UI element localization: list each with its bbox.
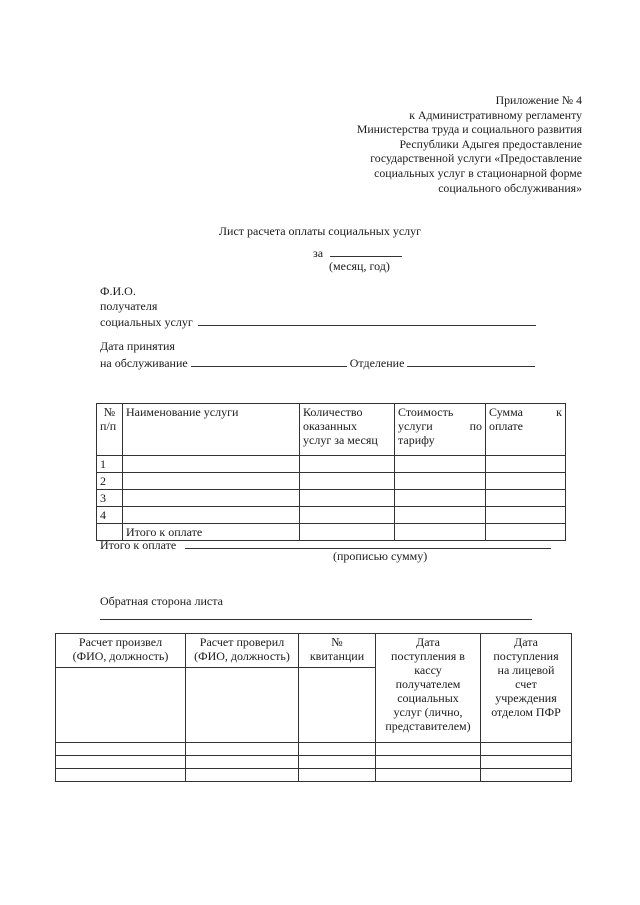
sum-cell[interactable] — [486, 490, 566, 507]
calc-cell[interactable] — [376, 756, 481, 769]
service-name-cell[interactable] — [123, 490, 300, 507]
services-label: социальных услуг — [100, 315, 193, 329]
checked-by-cell[interactable] — [186, 667, 298, 742]
calc-cell[interactable] — [299, 769, 376, 782]
header-cash-date: Дата поступления в кассу получателем социальных услуг (лично, представителем) — [376, 634, 481, 743]
services-table — [96, 403, 566, 541]
calc-cell[interactable] — [186, 756, 299, 769]
calc-cell[interactable] — [481, 756, 572, 769]
cost-cell[interactable] — [395, 456, 486, 473]
back-side-label: Обратная сторона листа — [100, 594, 223, 608]
calc-cell[interactable] — [299, 756, 376, 769]
header-cost: Стоимость услуги по тарифу — [395, 404, 486, 456]
header-account-date: Дата поступления на лицевой счет учреждения отделом ПФР — [481, 634, 572, 743]
header-receipt-number: № квитанции — [299, 634, 376, 743]
cost-cell[interactable] — [395, 490, 486, 507]
header-line: Приложение № 4 — [495, 93, 582, 107]
quantity-cell[interactable] — [300, 473, 395, 490]
department-label: Отделение — [349, 355, 405, 370]
header-name: Наименование услуги — [123, 404, 300, 456]
table-row — [97, 456, 566, 473]
period-line[interactable] — [330, 244, 402, 257]
table-row — [97, 507, 566, 524]
header-checked-by: Расчет проверил (ФИО, должность) — [186, 634, 299, 743]
quantity-cell[interactable] — [300, 507, 395, 524]
admission-date-line[interactable] — [191, 354, 347, 367]
table-row — [97, 473, 566, 490]
admission-block — [100, 339, 535, 370]
department-line[interactable] — [407, 354, 535, 367]
calc-cell[interactable] — [481, 743, 572, 756]
header-line: Республики Адыгея предоставление — [399, 136, 582, 151]
total-in-words[interactable] — [100, 536, 551, 553]
period-hint: (месяц, год) — [329, 259, 390, 273]
calculation-table — [55, 633, 572, 782]
calculated-by-cell[interactable] — [56, 667, 185, 742]
table-row — [56, 756, 572, 769]
total-words-line[interactable] — [185, 536, 551, 549]
calc-cell[interactable] — [299, 743, 376, 756]
calc-cell[interactable] — [376, 743, 481, 756]
recipient-label: получателя — [100, 298, 158, 313]
table-row — [56, 769, 572, 782]
calc-cell[interactable] — [56, 743, 186, 756]
quantity-cell[interactable] — [300, 456, 395, 473]
calc-cell[interactable] — [56, 756, 186, 769]
receipt-number-cell[interactable] — [299, 667, 375, 742]
divider-line — [100, 619, 532, 620]
service-name-cell[interactable] — [123, 507, 300, 524]
calc-cell[interactable] — [376, 769, 481, 782]
fio-label: Ф.И.О. — [100, 284, 136, 298]
header-sum: Сумма к оплате — [486, 404, 566, 456]
sum-cell[interactable] — [486, 473, 566, 490]
sum-cell[interactable] — [486, 456, 566, 473]
calc-cell[interactable] — [56, 769, 186, 782]
fio-line[interactable] — [198, 313, 536, 326]
service-name-cell[interactable] — [123, 456, 300, 473]
header-line: социальных услуг в стационарной форме — [374, 165, 582, 180]
period-prefix: за — [313, 246, 324, 260]
table-row — [56, 743, 572, 756]
header-num: № п/п — [97, 404, 123, 456]
recipient-block — [100, 284, 536, 330]
appendix-header — [357, 93, 582, 195]
header-line: социального обслуживания» — [438, 180, 582, 195]
header-line: к Административному регламенту — [409, 107, 582, 122]
header-calculated-by: Расчет произвел (ФИО, должность) — [56, 634, 186, 743]
calc-cell[interactable] — [481, 769, 572, 782]
cost-cell[interactable] — [395, 507, 486, 524]
row-number: 3 — [97, 490, 123, 507]
quantity-cell[interactable] — [300, 490, 395, 507]
row-number: 1 — [97, 456, 123, 473]
admission-label-2: на обслуживание — [100, 355, 188, 370]
row-number: 4 — [97, 507, 123, 524]
header-quantity: Количество оказанных услуг за месяц — [300, 404, 395, 456]
total-words-hint: (прописью сумму) — [333, 549, 428, 563]
total-words-label: Итого к оплате — [100, 538, 177, 552]
calc-cell[interactable] — [186, 743, 299, 756]
admission-label: Дата принятия — [100, 339, 175, 353]
total-label: Итого к оплате — [123, 524, 300, 541]
cost-cell[interactable] — [395, 473, 486, 490]
calc-cell[interactable] — [186, 769, 299, 782]
service-name-cell[interactable] — [123, 473, 300, 490]
header-line: государственной услуги «Предоставление — [370, 151, 582, 166]
header-line: Министерства труда и социального развития — [356, 122, 582, 137]
table-row — [97, 490, 566, 507]
row-number: 2 — [97, 473, 123, 490]
sum-cell[interactable] — [486, 507, 566, 524]
document-title: Лист расчета оплаты социальных услуг — [218, 224, 422, 238]
